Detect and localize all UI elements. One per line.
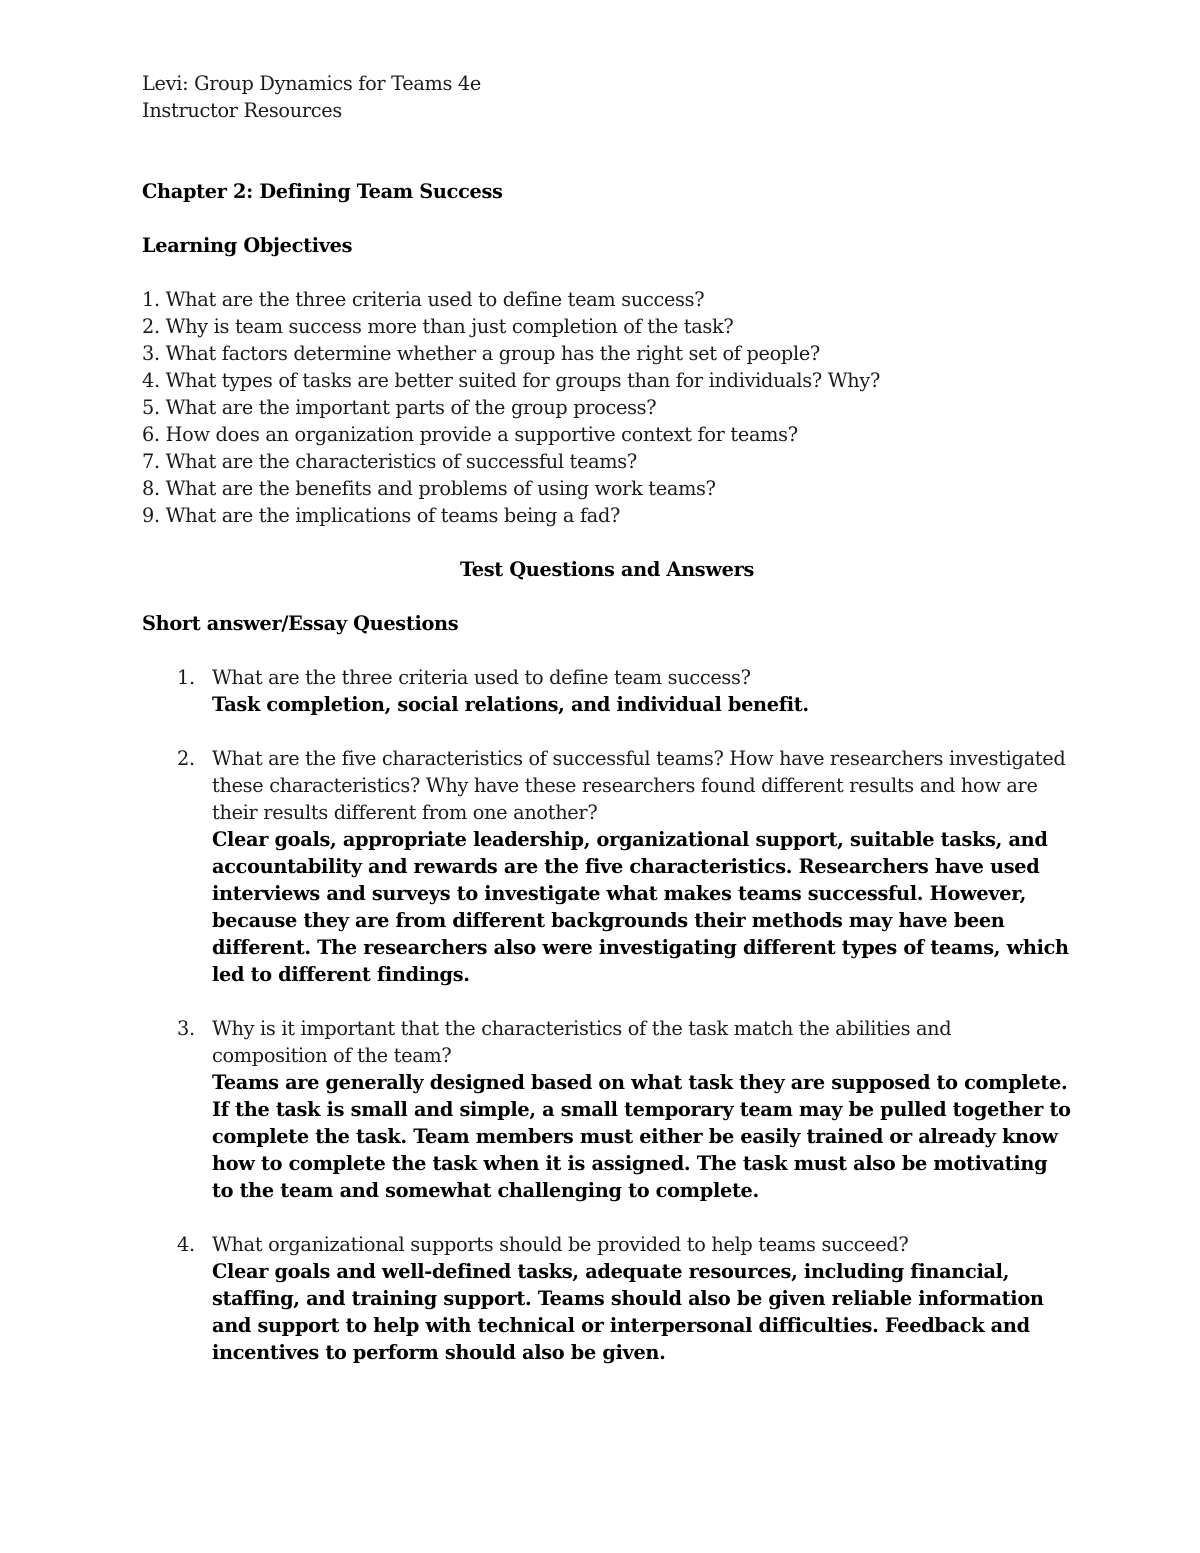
objective-item: 2. Why is team success more than just completion of the task? bbox=[142, 315, 734, 338]
question-number: 2. bbox=[177, 747, 195, 770]
question-text: What organizational supports should be provided to help teams succeed? bbox=[212, 1233, 909, 1256]
objective-item: 6. How does an organization provide a supportive context for teams? bbox=[142, 423, 798, 446]
answer-text: Clear goals and well-defined tasks, adequate resources, including financial, staffing, and training support. Teams should also be given reliable information and support to help with technical or interpersonal difficulties. Feedback and incentives to perform should also be given. bbox=[212, 1260, 1044, 1364]
short-answer-list bbox=[142, 664, 1072, 1366]
objective-item: 3. What factors determine whether a group has the right set of people? bbox=[142, 342, 820, 365]
objectives-heading: Learning Objectives bbox=[142, 234, 353, 257]
question-number: 4. bbox=[177, 1233, 195, 1256]
short-answer-heading: Short answer/Essay Questions bbox=[142, 612, 459, 635]
objective-item: 4. What types of tasks are better suited for groups than for individuals? Why? bbox=[142, 369, 880, 392]
question-item bbox=[142, 745, 1072, 988]
test-questions-heading: Test Questions and Answers bbox=[459, 558, 755, 581]
objective-item: 7. What are the characteristics of successful teams? bbox=[142, 450, 637, 473]
answer-text: Teams are generally designed based on what task they are supposed to complete. If the task is small and simple, a small temporary team may be pulled together to complete the task. Team members must either be easily trained or already know how to complete the task when it is assigned. The task must also be motivating to the team and somewhat challenging to complete. bbox=[212, 1071, 1071, 1202]
answer-text: Task completion, social relations, and individual benefit. bbox=[212, 693, 809, 716]
question-item bbox=[142, 1231, 1072, 1366]
question-text: What are the five characteristics of successful teams? How have researchers investigated these characteristics? Why have these researchers found different results and how are their results different from one another? bbox=[212, 747, 1066, 824]
objective-item: 8. What are the benefits and problems of using work teams? bbox=[142, 477, 716, 500]
answer-text: Clear goals, appropriate leadership, organizational support, suitable tasks, and accountability and rewards are the five characteristics. Researchers have used interviews and surveys to investigate what makes teams successful. However, because they are from different backgrounds their methods may have been different. The researchers also were investigating different types of teams, which led to different findings. bbox=[212, 828, 1069, 986]
question-number: 3. bbox=[177, 1017, 195, 1040]
question-text: What are the three criteria used to define team success? bbox=[212, 666, 751, 689]
question-number: 1. bbox=[177, 666, 195, 689]
objective-item: 5. What are the important parts of the group process? bbox=[142, 396, 657, 419]
objective-item: 9. What are the implications of teams being a fad? bbox=[142, 504, 621, 527]
question-item bbox=[142, 1015, 1072, 1204]
document-page bbox=[142, 70, 1072, 1366]
chapter-title: Chapter 2: Defining Team Success bbox=[142, 180, 503, 203]
question-text: Why is it important that the characteristics of the task match the abilities and composition of the team? bbox=[212, 1017, 952, 1067]
objective-item: 1. What are the three criteria used to define team success? bbox=[142, 288, 705, 311]
header-title: Levi: Group Dynamics for Teams 4e bbox=[142, 72, 481, 95]
header-subtitle: Instructor Resources bbox=[142, 99, 342, 122]
objectives-list bbox=[142, 286, 1072, 529]
question-item bbox=[142, 664, 1072, 718]
